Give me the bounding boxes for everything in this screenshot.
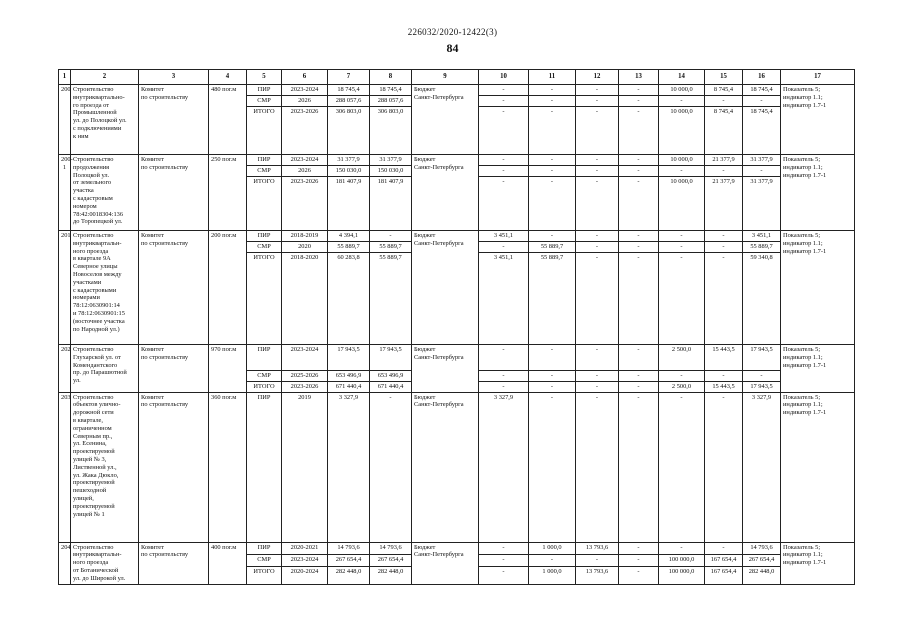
total-cost: 671 440,4	[328, 381, 370, 392]
year-amount: -	[659, 542, 705, 554]
year-amount: -	[619, 85, 659, 96]
year-amount: 55 889,7	[529, 253, 576, 345]
year-amount: -	[705, 542, 743, 554]
column-header: 17	[781, 70, 855, 85]
year-amount: -	[705, 231, 743, 242]
year-amount: -	[479, 177, 529, 231]
year-amount: -	[529, 231, 576, 242]
year-amount: -	[576, 177, 619, 231]
stage: СМР	[247, 96, 282, 107]
column-header: 2	[71, 70, 139, 85]
remaining-cost: 306 803,0	[370, 107, 412, 155]
year-amount: 17 943,5	[743, 381, 781, 392]
year-amount: 59 340,8	[743, 253, 781, 345]
year-amount: -	[479, 85, 529, 96]
indicator: Показатель 5; индикатор 1.1; индикатор 1.7-1	[781, 85, 855, 155]
year-amount: -	[479, 371, 529, 382]
document-id: 226032/2020-12422(3)	[407, 27, 498, 37]
year-amount: -	[619, 566, 659, 584]
year-amount: -	[576, 155, 619, 166]
remaining-cost: 17 943,5	[370, 345, 412, 371]
year-amount: 14 793,6	[743, 542, 781, 554]
period: 2023-2024	[282, 85, 328, 96]
year-amount: -	[659, 392, 705, 542]
table-row	[59, 231, 855, 242]
stage: СМР	[247, 554, 282, 566]
year-amount: 10 000,0	[659, 107, 705, 155]
funding-source: Бюджет Санкт-Петербурга	[412, 345, 479, 393]
column-header: 16	[743, 70, 781, 85]
customer: Комитет по строительству	[139, 85, 209, 155]
year-amount: -	[659, 371, 705, 382]
column-header: 4	[209, 70, 247, 85]
column-header: 3	[139, 70, 209, 85]
customer: Комитет по строительству	[139, 155, 209, 231]
year-amount: -	[529, 96, 576, 107]
year-amount: -	[619, 242, 659, 253]
period: 2018-2019	[282, 231, 328, 242]
period: 2019	[282, 392, 328, 542]
table-row	[59, 392, 855, 542]
year-amount: -	[619, 542, 659, 554]
stage: ПИР	[247, 231, 282, 242]
year-amount: -	[479, 542, 529, 554]
funding-source: Бюджет Санкт-Петербурга	[412, 542, 479, 584]
object-name: Строительство внутриквартальн- ного проезда в квартале 9А Северное улицы Новоселов между участками с кадастровыми номерами 78:12:0630901:14 и 78:12:0630901:15 (восточнее участка по Народной ул.)	[71, 231, 139, 345]
year-amount: -	[479, 107, 529, 155]
customer: Комитет по строительству	[139, 231, 209, 345]
year-amount: -	[619, 107, 659, 155]
total-cost: 150 030,0	[328, 166, 370, 177]
object-name: Строительство Глухарской ул. от Комендантского пр. до Парашютной ул.	[71, 345, 139, 393]
year-amount: 3 451,1	[479, 231, 529, 242]
column-header: 12	[576, 70, 619, 85]
year-amount: 10 000,0	[659, 85, 705, 96]
remaining-cost: 181 407,9	[370, 177, 412, 231]
year-amount: 13 793,6	[576, 566, 619, 584]
table-row	[59, 85, 855, 96]
year-amount: -	[576, 96, 619, 107]
year-amount: -	[619, 177, 659, 231]
capacity: 480 пог.м	[209, 85, 247, 155]
period: 2023-2024	[282, 345, 328, 371]
remaining-cost: 653 496,9	[370, 371, 412, 382]
year-amount: 3 451,1	[743, 231, 781, 242]
column-header: 10	[479, 70, 529, 85]
year-amount: 100 000,0	[659, 554, 705, 566]
year-amount: -	[576, 381, 619, 392]
header-row	[59, 70, 855, 85]
year-amount: -	[479, 166, 529, 177]
year-amount: -	[529, 381, 576, 392]
total-cost: 31 377,9	[328, 155, 370, 166]
year-amount: -	[619, 96, 659, 107]
column-header: 7	[328, 70, 370, 85]
period: 2020-2021	[282, 542, 328, 554]
year-amount: -	[479, 242, 529, 253]
total-cost: 60 283,8	[328, 253, 370, 345]
object-name: Строительство объектов улично- дорожной сети в квартале, ограниченном Северным пр., ул. Есенина, проектируемой улицей № 3, Лиственной ул., ул. Жака Дюкло, проектируемой пешеходной улицей, проектируемой улицей № 1	[71, 392, 139, 542]
year-amount: -	[529, 345, 576, 371]
column-header: 14	[659, 70, 705, 85]
object-name: Строительство продолжения Полоцкой ул. от земельного участка с кадастровым номером 78:42:0018304:136 до Торопецкой ул.	[71, 155, 139, 231]
remaining-cost: 55 889,7	[370, 253, 412, 345]
year-amount: -	[619, 345, 659, 371]
year-amount: -	[529, 371, 576, 382]
year-amount: -	[705, 96, 743, 107]
total-cost: 288 057,6	[328, 96, 370, 107]
year-amount: 3 327,9	[743, 392, 781, 542]
remaining-cost: 671 440,4	[370, 381, 412, 392]
period: 2018-2020	[282, 253, 328, 345]
year-amount: 167 654,4	[705, 566, 743, 584]
year-amount: -	[619, 253, 659, 345]
entry-number: 203	[59, 392, 71, 542]
column-header: 11	[529, 70, 576, 85]
entry-number: 200-1	[59, 155, 71, 231]
year-amount: -	[619, 371, 659, 382]
year-amount: -	[576, 107, 619, 155]
year-amount: -	[576, 253, 619, 345]
year-amount: -	[743, 166, 781, 177]
year-amount: -	[529, 166, 576, 177]
year-amount: -	[529, 107, 576, 155]
column-header: 6	[282, 70, 328, 85]
year-amount: -	[479, 155, 529, 166]
year-amount: -	[705, 166, 743, 177]
year-amount: 267 654,4	[743, 554, 781, 566]
remaining-cost: 18 745,4	[370, 85, 412, 96]
capacity: 970 пог.м	[209, 345, 247, 393]
year-amount: 8 745,4	[705, 85, 743, 96]
period: 2023-2026	[282, 177, 328, 231]
year-amount: -	[479, 566, 529, 584]
column-header: 1	[59, 70, 71, 85]
period: 2023-2026	[282, 107, 328, 155]
year-amount: -	[479, 345, 529, 371]
year-amount: 8 745,4	[705, 107, 743, 155]
year-amount: -	[659, 253, 705, 345]
period: 2026	[282, 166, 328, 177]
year-amount: -	[705, 253, 743, 345]
year-amount: -	[529, 554, 576, 566]
customer: Комитет по строительству	[139, 392, 209, 542]
total-cost: 3 327,9	[328, 392, 370, 542]
remaining-cost: 31 377,9	[370, 155, 412, 166]
total-cost: 181 407,9	[328, 177, 370, 231]
capacity: 400 пог.м	[209, 542, 247, 584]
year-amount: -	[619, 155, 659, 166]
remaining-cost: 150 030,0	[370, 166, 412, 177]
year-amount: 55 889,7	[529, 242, 576, 253]
year-amount: -	[576, 231, 619, 242]
stage: ПИР	[247, 542, 282, 554]
period: 2023-2024	[282, 155, 328, 166]
year-amount: -	[619, 392, 659, 542]
column-header: 5	[247, 70, 282, 85]
stage: СМР	[247, 166, 282, 177]
stage: ИТОГО	[247, 253, 282, 345]
year-amount: -	[576, 554, 619, 566]
year-amount: -	[576, 242, 619, 253]
year-amount: -	[659, 96, 705, 107]
year-amount: 2 500,0	[659, 381, 705, 392]
indicator: Показатель 5; индикатор 1.1; индикатор 1.7-1	[781, 155, 855, 231]
period: 2023-2024	[282, 554, 328, 566]
customer: Комитет по строительству	[139, 345, 209, 393]
year-amount: 3 451,1	[479, 253, 529, 345]
entry-number: 200	[59, 85, 71, 155]
capacity: 200 пог.м	[209, 231, 247, 345]
year-amount: 13 793,6	[576, 542, 619, 554]
table-row	[59, 345, 855, 371]
capacity: 360 пог.м	[209, 392, 247, 542]
indicator: Показатель 5; индикатор 1.1; индикатор 1.7-1	[781, 231, 855, 345]
stage: ИТОГО	[247, 107, 282, 155]
remaining-cost: 55 889,7	[370, 242, 412, 253]
period: 2026	[282, 96, 328, 107]
total-cost: 17 943,5	[328, 345, 370, 371]
column-header: 9	[412, 70, 479, 85]
year-amount: 21 377,9	[705, 177, 743, 231]
indicator: Показатель 5; индикатор 1.1; индикатор 1.7-1	[781, 542, 855, 584]
stage: ИТОГО	[247, 177, 282, 231]
year-amount: 55 889,7	[743, 242, 781, 253]
entry-number: 202	[59, 345, 71, 393]
year-amount: -	[529, 392, 576, 542]
total-cost: 18 745,4	[328, 85, 370, 96]
year-amount: -	[529, 155, 576, 166]
column-header: 8	[370, 70, 412, 85]
year-amount: 10 000,0	[659, 177, 705, 231]
indicator: Показатель 5; индикатор 1.1; индикатор 1.7-1	[781, 392, 855, 542]
table-row	[59, 155, 855, 166]
year-amount: -	[705, 392, 743, 542]
year-amount: 10 000,0	[659, 155, 705, 166]
year-amount: 1 000,0	[529, 542, 576, 554]
year-amount: -	[619, 381, 659, 392]
year-amount: 1 000,0	[529, 566, 576, 584]
remaining-cost: 267 654,4	[370, 554, 412, 566]
year-amount: -	[619, 166, 659, 177]
customer: Комитет по строительству	[139, 542, 209, 584]
year-amount: 100 000,0	[659, 566, 705, 584]
year-amount: -	[576, 85, 619, 96]
year-amount: -	[619, 554, 659, 566]
funding-source: Бюджет Санкт-Петербурга	[412, 85, 479, 155]
program-table	[58, 69, 855, 585]
year-amount: 15 443,5	[705, 381, 743, 392]
total-cost: 282 448,0	[328, 566, 370, 584]
period: 2025-2026	[282, 371, 328, 382]
object-name: Строительство внутриквартальн- ного проезда от Ботанической ул. до Широкой ул.	[71, 542, 139, 584]
stage: ПИР	[247, 345, 282, 371]
year-amount: 31 377,9	[743, 177, 781, 231]
stage: СМР	[247, 242, 282, 253]
object-name: Строительство внутриквартально- го проезда от Промышленной ул. до Полоцкой ул. с подключениями к ним	[71, 85, 139, 155]
year-amount: -	[529, 177, 576, 231]
stage: ПИР	[247, 392, 282, 542]
year-amount: 2 500,0	[659, 345, 705, 371]
year-amount: -	[743, 96, 781, 107]
year-amount: 17 943,5	[743, 345, 781, 371]
year-amount: 21 377,9	[705, 155, 743, 166]
funding-source: Бюджет Санкт-Петербурга	[412, 155, 479, 231]
stage: ПИР	[247, 85, 282, 96]
year-amount: -	[479, 554, 529, 566]
period: 2020	[282, 242, 328, 253]
entry-number: 201	[59, 231, 71, 345]
stage: СМР	[247, 371, 282, 382]
remaining-cost: 14 793,6	[370, 542, 412, 554]
year-amount: -	[479, 381, 529, 392]
year-amount: -	[576, 371, 619, 382]
year-amount: -	[619, 231, 659, 242]
year-amount: -	[659, 242, 705, 253]
total-cost: 4 394,1	[328, 231, 370, 242]
entry-number: 204	[59, 542, 71, 584]
indicator: Показатель 5; индикатор 1.1; индикатор 1.7-1	[781, 345, 855, 393]
stage: ИТОГО	[247, 381, 282, 392]
table-row	[59, 542, 855, 554]
total-cost: 55 889,7	[328, 242, 370, 253]
year-amount: 167 654,4	[705, 554, 743, 566]
year-amount: -	[705, 242, 743, 253]
period: 2023-2026	[282, 381, 328, 392]
year-amount: 18 745,4	[743, 85, 781, 96]
year-amount: -	[479, 96, 529, 107]
year-amount: -	[659, 166, 705, 177]
period: 2020-2024	[282, 566, 328, 584]
funding-source: Бюджет Санкт-Петербурга	[412, 392, 479, 542]
total-cost: 306 803,0	[328, 107, 370, 155]
total-cost: 14 793,6	[328, 542, 370, 554]
year-amount: 15 443,5	[705, 345, 743, 371]
year-amount: -	[743, 371, 781, 382]
page-number: 84	[446, 41, 459, 55]
remaining-cost: -	[370, 231, 412, 242]
capacity: 250 пог.м	[209, 155, 247, 231]
year-amount: -	[576, 345, 619, 371]
remaining-cost: 288 057,6	[370, 96, 412, 107]
year-amount: -	[576, 392, 619, 542]
total-cost: 653 496,9	[328, 371, 370, 382]
year-amount: -	[576, 166, 619, 177]
funding-source: Бюджет Санкт-Петербурга	[412, 231, 479, 345]
year-amount: 282 448,0	[743, 566, 781, 584]
column-header: 13	[619, 70, 659, 85]
remaining-cost: -	[370, 392, 412, 542]
year-amount: 3 327,9	[479, 392, 529, 542]
column-header: 15	[705, 70, 743, 85]
remaining-cost: 282 448,0	[370, 566, 412, 584]
year-amount: 31 377,9	[743, 155, 781, 166]
year-amount: 18 745,4	[743, 107, 781, 155]
total-cost: 267 654,4	[328, 554, 370, 566]
stage: ПИР	[247, 155, 282, 166]
stage: ИТОГО	[247, 566, 282, 584]
year-amount: -	[705, 371, 743, 382]
year-amount: -	[659, 231, 705, 242]
year-amount: -	[529, 85, 576, 96]
